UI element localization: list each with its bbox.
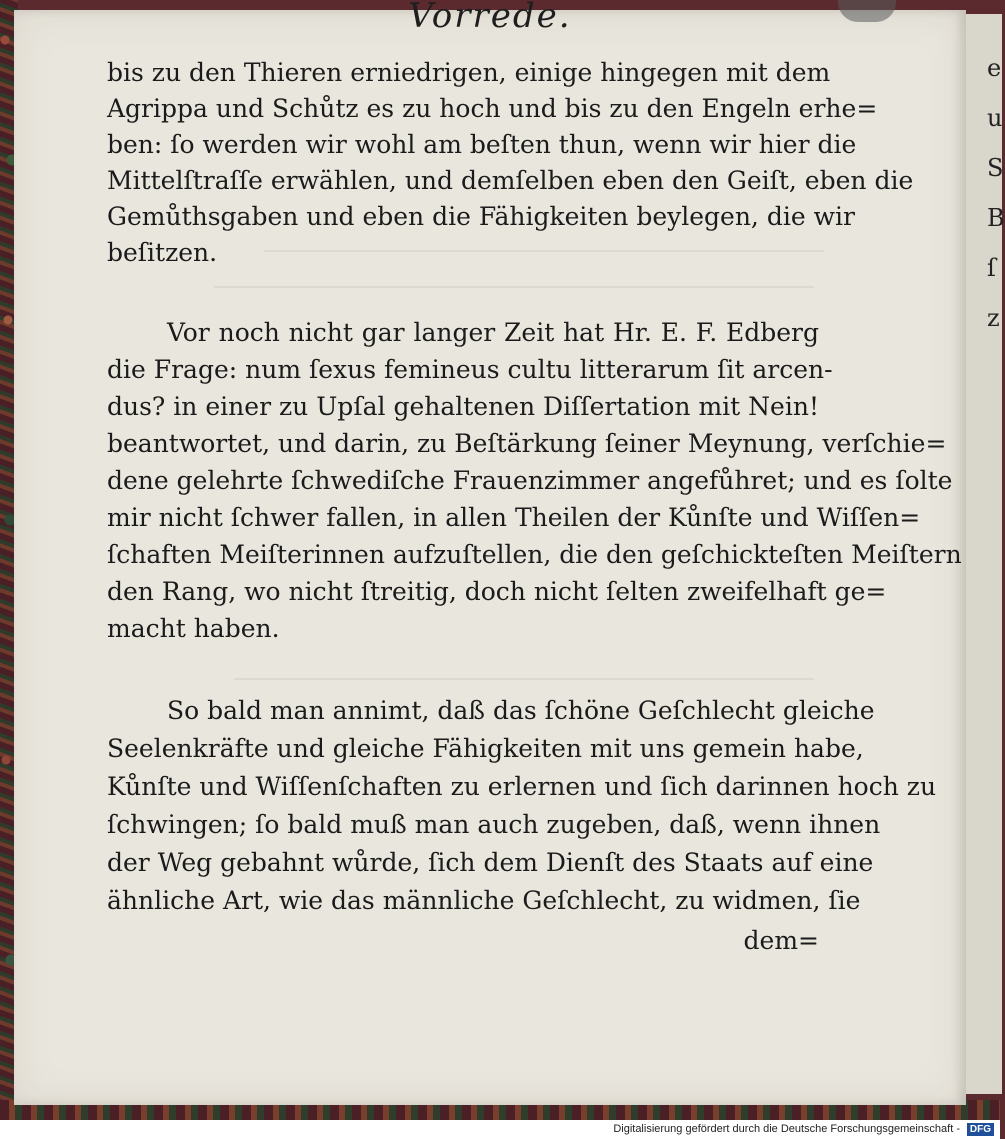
text-line: beantwortet, und darin, zu Beſtärkung ſeiner Meynung, verſchie= xyxy=(107,429,947,458)
text-line: mir nicht ſchwer fallen, in allen Theilen der Kůnſte und Wiſſen= xyxy=(107,503,921,532)
text-line: macht haben. xyxy=(107,614,280,643)
text-line: dus? in einer zu Upſal gehaltenen Diſſertation mit Nein! xyxy=(107,392,819,421)
text-line: ben: ſo werden wir wohl am beſten thun, wenn wir hier die xyxy=(107,130,857,159)
running-head: Vorrede. xyxy=(408,0,572,36)
text-line: ähnliche Art, wie das männliche Geſchlecht, zu widmen, ſie xyxy=(107,886,861,915)
text-line: ſchaften Meiſterinnen aufzuſtellen, die den geſchickteſten Meiſtern xyxy=(107,540,962,569)
text-line: Mittelſtraſſe erwählen, und demſelben eben den Geiſt, eben die xyxy=(107,166,914,195)
text-line: beſitzen. xyxy=(107,238,218,267)
text-line: Vor noch nicht gar langer Zeit hat Hr. E. F. Edberg xyxy=(167,318,819,347)
footer-credit: Digitalisierung gefördert durch die Deutsche Forschungsgemeinschaft - xyxy=(613,1123,960,1135)
bleed-through xyxy=(214,286,814,308)
footer-bar xyxy=(0,1120,1000,1139)
text-line: ſchwingen; ſo bald muß man auch zugeben, daß, wenn ihnen xyxy=(107,810,881,839)
text-line: den Rang, wo nicht ſtreitig, doch nicht ſelten zweifelhaft ge= xyxy=(107,577,887,606)
text-line: bis zu den Thieren erniedrigen, einige hingegen mit dem xyxy=(107,58,831,87)
text-line: Agrippa und Schůtz es zu hoch und bis zu den Engeln erhe= xyxy=(107,94,878,123)
text-line: dene gelehrte ſchwediſche Frauenzimmer angefůhret; und es ſolte xyxy=(107,466,953,495)
text-line: Gemůthsgaben und eben die Fähigkeiten beylegen, die wir xyxy=(107,202,855,231)
text-line: der Weg gebahnt wůrde, ſich dem Dienſt des Staats auf eine xyxy=(107,848,874,877)
text-line: Seelenkräfte und gleiche Fähigkeiten mit uns gemein habe, xyxy=(107,734,864,763)
book-page xyxy=(14,0,966,1105)
dfg-logo: DFG xyxy=(967,1123,994,1136)
adjacent-page-edge: e u S B ſ z xyxy=(963,14,1002,1094)
text-line: die Frage: num ſexus femineus cultu litterarum ſit arcen- xyxy=(107,355,833,384)
text-line: So bald man annimt, daß das ſchöne Geſchlecht gleiche xyxy=(167,696,875,725)
text-line: Kůnſte und Wiſſenſchaften zu erlernen und ſich darinnen hoch zu xyxy=(107,772,937,801)
catchword: dem= xyxy=(743,926,819,955)
